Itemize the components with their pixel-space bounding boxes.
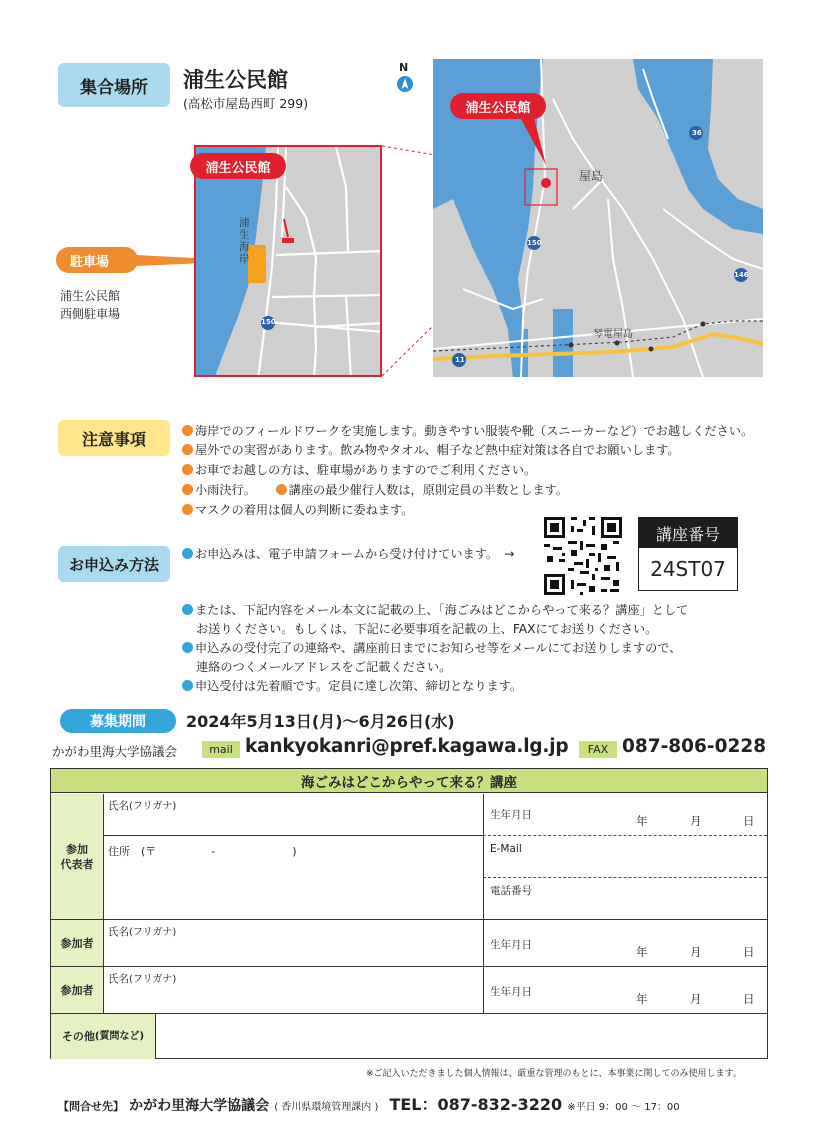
note-text-4: 小雨決行。 — [195, 483, 256, 497]
apply-text-2a: または、下記内容をメール本文に記載の上、「海ごみはどこからやって来る？講座」として — [195, 603, 689, 617]
rep-phone-label: 電話番号 — [490, 885, 532, 897]
contact-org: かがわ里海大学協議会 — [52, 744, 178, 759]
participant-label-1: 参加者 — [51, 920, 103, 966]
p1-birth-label: 生年月日 — [490, 939, 532, 951]
apply-item-1 — [182, 545, 514, 563]
apply-item-4 — [182, 677, 522, 695]
other-label-text: その他 — [61, 1030, 95, 1043]
footer-inquiry: 【問合せ先】 — [58, 1100, 124, 1113]
note-text-3: お車でお越しの方は、駐車場がありますのでご利用ください。 — [195, 463, 537, 477]
p2-birth-label: 生年月日 — [490, 986, 532, 998]
meeting-place-label: 集合場所 — [58, 63, 170, 107]
large-map-venue-pointer — [510, 110, 550, 170]
p2-year: 年 — [636, 992, 648, 1006]
rep-address-label: 住所 (〒 - ) — [108, 845, 297, 858]
venue-name: 浦生公民館 — [183, 68, 288, 92]
apply-text-2b: お送りください。もしくは、下記に必要事項を記載の上、FAXにてお送りください。 — [196, 622, 658, 636]
orange-dot-icon — [182, 464, 193, 475]
parking-desc-2: 西側駐車場 — [60, 307, 121, 321]
p2-name-label: 氏名(フリガナ) — [108, 973, 177, 985]
kotoden-yashima-label: 琴電屋島 — [593, 329, 633, 340]
contact-email[interactable]: kankyokanri@pref.kagawa.lg.jp — [245, 736, 569, 757]
orange-dot-icon — [182, 444, 193, 455]
apply-text-1: お申込みは、電子申請フォームから受け付けています。 → — [195, 547, 515, 561]
blue-dot-icon — [182, 642, 193, 653]
note-text-5: 講座の最少催行人数は，原則定員の半数とします。 — [288, 483, 569, 497]
p1-day: 日 — [743, 945, 755, 959]
footer-dept: ( 香川県環境管理課内 ) — [274, 1102, 379, 1113]
apply-text-3b: 連絡のつくメールアドレスをご記載ください。 — [196, 660, 452, 674]
privacy-note: ※ご記入いただきました個人情報は、厳重な管理のもとに、本事業に関してのみ使用します。 — [366, 1069, 742, 1079]
contact-fax: 087-806-0228 — [622, 736, 767, 757]
blue-dot-icon — [182, 604, 193, 615]
apply-item-3b — [196, 658, 451, 676]
footer-tel: TEL：087-832-3220 — [389, 1095, 563, 1114]
p1-year: 年 — [636, 945, 648, 959]
rep-month: 月 — [690, 814, 702, 828]
p2-day: 日 — [743, 992, 755, 1006]
p1-name-label: 氏名(フリガナ) — [108, 926, 177, 938]
other-label-small: (質問など) — [94, 1031, 145, 1042]
footer-org: かがわ里海大学協議会 — [129, 1098, 270, 1114]
rep-email-label: E-Mail — [490, 843, 522, 855]
small-map-venue-tag — [190, 153, 286, 179]
venue-address: (高松市屋島西町 299) — [183, 96, 309, 111]
note-item-1 — [182, 422, 753, 440]
route-146: 146 — [734, 271, 749, 279]
other-label — [51, 1014, 155, 1059]
apply-label: お申込み方法 — [58, 546, 170, 582]
parking-tag-label: 駐車場 — [70, 255, 110, 270]
coast-label: 浦生海岸 — [239, 217, 250, 265]
blue-dot-icon — [182, 680, 193, 691]
apply-item-2b — [196, 620, 657, 638]
application-form — [50, 768, 768, 1059]
rep-label: 参加 代表者 — [51, 794, 103, 919]
notes-label: 注意事項 — [58, 420, 170, 456]
course-number-label: 講座番号 — [639, 518, 737, 548]
rep-name-label: 氏名(フリガナ) — [108, 800, 177, 812]
large-map-venue-tag-label: 浦生公民館 — [465, 100, 531, 116]
route-150: 150 — [527, 239, 542, 247]
orange-dot-icon — [182, 425, 193, 436]
apply-text-4: 申込受付は先着順です。定員に達し次第、締切となります。 — [195, 679, 523, 693]
note-text-2: 屋外での実習があります。飲み物やタオル、帽子など熱中症対策は各自でお願いします。 — [195, 443, 680, 457]
p1-month: 月 — [690, 945, 702, 959]
qr-code-icon[interactable] — [544, 517, 622, 595]
note-item-3 — [182, 461, 536, 479]
form-title: 海ごみはどこからやって来る？講座 — [51, 769, 767, 793]
route-11: 11 — [455, 356, 465, 364]
note-text-6: マスクの着用は個人の判断に委ねます。 — [195, 503, 414, 517]
period-dates: 2024年5月13日(月)〜6月26日(水) — [186, 712, 455, 731]
footer-hours: ※平日 9：00 〜 17：00 — [567, 1102, 680, 1113]
course-number-box — [638, 517, 738, 591]
period-label: 募集期間 — [60, 709, 176, 733]
orange-dot-icon — [276, 484, 287, 495]
fax-tag: FAX — [579, 741, 617, 758]
small-map-route-150: 150 — [261, 318, 276, 326]
note-item-2 — [182, 441, 680, 459]
route-36: 36 — [692, 129, 702, 137]
course-number-value: 24ST07 — [650, 557, 726, 581]
small-map — [194, 145, 382, 377]
orange-dot-icon — [182, 504, 193, 515]
apply-item-3a — [182, 639, 681, 657]
blue-dot-icon — [182, 548, 193, 559]
mail-tag: mail — [202, 741, 240, 758]
yashima-label: 屋島 — [579, 169, 604, 183]
rep-year: 年 — [636, 814, 648, 828]
north-label: N — [399, 61, 409, 74]
participant-label-2: 参加者 — [51, 967, 103, 1013]
note-text-1: 海岸でのフィールドワークを実施します。動きやすい服装や靴（スニーカーなど）でお越しください。 — [195, 424, 754, 438]
apply-text-3a: 申込みの受付完了の連絡や、講座前日までにお知らせ等をメールにてお送りしますので、 — [195, 641, 682, 655]
rep-birth-label: 生年月日 — [490, 809, 532, 821]
apply-item-2a — [182, 601, 688, 619]
small-map-venue-tag-label: 浦生公民館 — [205, 160, 271, 176]
orange-dot-icon — [182, 484, 193, 495]
note-item-4 — [182, 481, 568, 499]
footer — [58, 1092, 680, 1115]
note-item-6 — [182, 501, 413, 519]
large-map-venue-tag — [450, 93, 546, 119]
north-arrow-icon — [396, 75, 414, 93]
parking-tag — [56, 247, 196, 273]
parking-desc-1: 浦生公民館 — [60, 289, 121, 303]
p2-month: 月 — [690, 992, 702, 1006]
rep-day: 日 — [743, 814, 755, 828]
